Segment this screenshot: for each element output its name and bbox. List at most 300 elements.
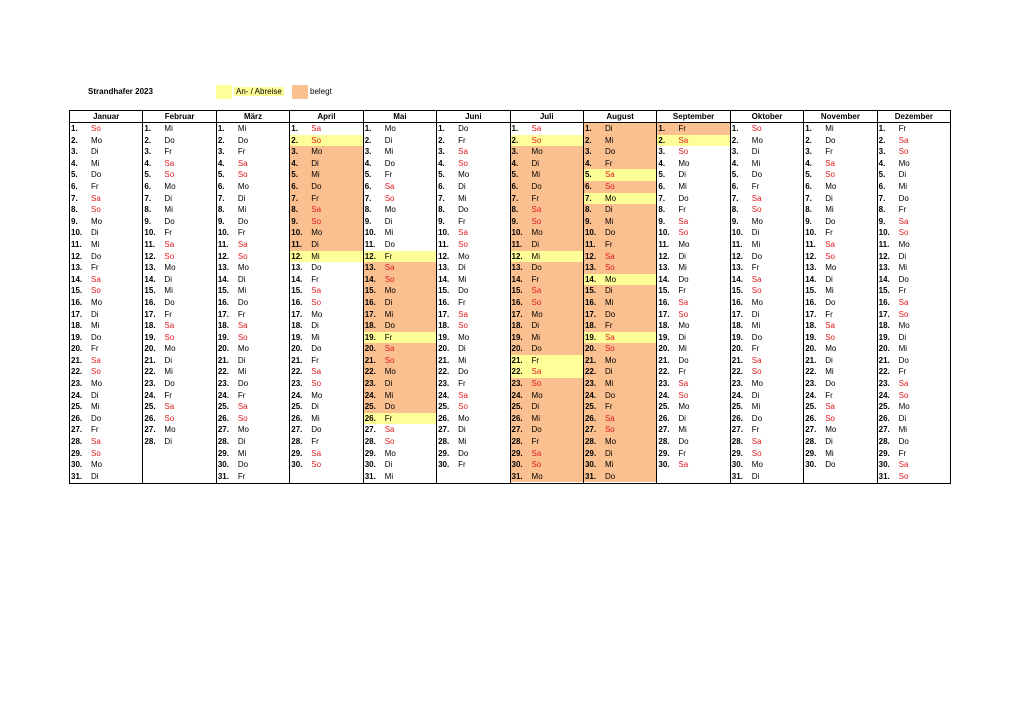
day-cell <box>70 135 142 147</box>
day-cell <box>804 320 876 332</box>
day-number: 24. <box>144 390 156 400</box>
day-cell <box>657 204 729 216</box>
weekday-label: Fr <box>458 216 466 226</box>
weekday-label: Do <box>678 355 689 365</box>
day-number: 3. <box>878 147 886 157</box>
day-cell <box>804 309 876 321</box>
day-cell <box>731 343 803 355</box>
weekday-label: Fr <box>825 228 833 238</box>
day-cell <box>437 378 509 390</box>
day-cell <box>290 181 362 193</box>
weekday-label: Sa <box>384 181 395 191</box>
day-cell <box>804 401 876 413</box>
weekday-label: Mo <box>458 413 470 423</box>
weekday-label: Di <box>458 425 466 435</box>
day-cell <box>584 436 656 448</box>
day-cell <box>511 297 583 309</box>
day-cell <box>217 320 289 332</box>
day-number: 6. <box>438 181 445 191</box>
weekday-label: So <box>91 124 101 133</box>
weekday-label: So <box>311 379 322 389</box>
day-cell <box>290 169 362 181</box>
day-number: 14. <box>217 274 229 284</box>
day-cell <box>143 251 215 263</box>
day-cell <box>731 135 803 147</box>
weekday-label: So <box>604 344 615 354</box>
weekday-label: Sa <box>751 437 762 447</box>
weekday-label: Fr <box>237 390 246 400</box>
day-number: 17. <box>511 309 523 319</box>
weekday-label: Di <box>898 251 907 261</box>
day-number: 14. <box>584 274 597 284</box>
weekday-label: Mi <box>91 239 100 249</box>
weekday-label: Sa <box>531 448 542 458</box>
day-number: 24. <box>584 390 597 400</box>
day-number: 10. <box>731 228 743 238</box>
day-cell <box>70 181 142 193</box>
month-column <box>290 111 363 483</box>
weekday-label: Do <box>237 297 249 307</box>
month-column <box>217 111 290 483</box>
weekday-label: Do <box>825 135 836 145</box>
day-number: 16. <box>71 297 83 307</box>
day-cell <box>70 309 142 321</box>
weekday-label: Mo <box>751 297 763 307</box>
day-cell <box>364 471 436 483</box>
day-cell <box>584 366 656 378</box>
day-cell <box>511 459 583 471</box>
day-number: 17. <box>658 309 670 319</box>
day-cell <box>217 169 289 181</box>
day-number: 17. <box>878 309 890 319</box>
day-number: 26. <box>291 413 303 423</box>
day-number: 27. <box>584 425 597 435</box>
weekday-label: So <box>458 239 468 249</box>
month-column <box>70 111 143 483</box>
weekday-label: Mo <box>164 181 176 191</box>
day-number: 30. <box>438 460 450 470</box>
day-number: 28. <box>217 437 229 447</box>
weekday-label: Mo <box>531 471 543 481</box>
day-number: 28. <box>291 437 303 447</box>
weekday-label: Mi <box>751 239 761 249</box>
weekday-label: Mo <box>164 425 176 435</box>
weekday-label: Fr <box>311 274 319 284</box>
day-number: 10. <box>291 228 303 238</box>
day-number: 31. <box>511 471 523 481</box>
day-number: 13. <box>511 263 523 273</box>
day-cell <box>143 181 215 193</box>
weekday-label: Sa <box>311 286 322 296</box>
day-number: 2. <box>364 135 372 145</box>
day-number: 9. <box>878 216 886 226</box>
day-number: 18. <box>364 321 376 331</box>
day-number: 25. <box>217 402 229 412</box>
day-cell <box>143 285 215 297</box>
day-number: 15. <box>291 286 303 296</box>
day-number: 4. <box>511 158 519 168</box>
day-number: 15. <box>584 286 597 296</box>
weekday-label: Do <box>91 251 102 261</box>
weekday-label: Di <box>237 274 246 284</box>
day-cell <box>437 193 509 205</box>
day-cell <box>804 135 876 147</box>
day-number: 29. <box>291 448 303 458</box>
day-cell <box>437 424 509 436</box>
day-cell <box>70 366 142 378</box>
day-cell <box>657 193 729 205</box>
day-number: 19. <box>144 332 156 342</box>
day-number: 7. <box>438 193 445 203</box>
day-number: 17. <box>805 309 817 319</box>
weekday-label: Mo <box>91 297 103 307</box>
day-number: 3. <box>71 147 78 157</box>
day-cell <box>878 390 950 402</box>
day-cell <box>731 459 803 471</box>
day-number: 13. <box>364 263 376 273</box>
weekday-label: Mi <box>311 170 320 180</box>
day-cell <box>437 285 509 297</box>
day-number: 17. <box>584 309 597 319</box>
weekday-label: So <box>751 205 762 215</box>
day-number: 28. <box>144 437 156 447</box>
day-cell <box>804 204 876 216</box>
day-number: 7. <box>364 193 372 203</box>
weekday-label: Di <box>604 448 613 458</box>
weekday-label: Mi <box>237 367 247 377</box>
day-number: 14. <box>291 274 303 284</box>
weekday-label: Do <box>164 379 175 389</box>
day-cell <box>217 355 289 367</box>
day-cell <box>437 216 509 228</box>
day-cell <box>70 320 142 332</box>
weekday-label: Do <box>898 193 909 203</box>
day-number: 23. <box>438 379 450 389</box>
weekday-label: Fr <box>458 135 466 145</box>
day-number: 24. <box>438 390 450 400</box>
weekday-label: Mi <box>751 402 761 412</box>
weekday-label: Mo <box>678 239 690 249</box>
day-cell <box>804 193 876 205</box>
day-number: 30. <box>878 460 890 470</box>
weekday-label: Do <box>91 413 102 423</box>
day-number: 3. <box>805 147 812 157</box>
day-number: 7. <box>658 193 666 203</box>
weekday-label: So <box>531 216 542 226</box>
day-cell <box>657 181 729 193</box>
day-number: 20. <box>731 344 743 354</box>
day-cell <box>511 343 583 355</box>
day-cell <box>290 343 362 355</box>
day-number: 8. <box>291 205 298 215</box>
weekday-label: Sa <box>91 193 101 203</box>
day-cell <box>878 378 950 390</box>
day-number: 12. <box>511 251 523 261</box>
day-cell <box>364 424 436 436</box>
weekday-label: Mi <box>531 170 540 180</box>
day-cell <box>584 193 656 205</box>
day-number: 30. <box>291 460 303 470</box>
day-number: 8. <box>71 205 78 215</box>
day-cell <box>511 436 583 448</box>
day-number: 29. <box>511 448 523 458</box>
weekday-label: Mo <box>311 390 323 400</box>
weekday-label: So <box>237 332 248 342</box>
day-number: 5. <box>731 170 739 180</box>
weekday-label: Mi <box>678 425 687 435</box>
day-cell <box>143 309 215 321</box>
day-number: 21. <box>805 355 817 365</box>
day-cell <box>657 343 729 355</box>
weekday-label: Di <box>164 355 172 365</box>
day-cell <box>878 204 950 216</box>
weekday-label: Di <box>237 355 246 365</box>
day-number: 6. <box>71 181 78 191</box>
day-cell <box>657 251 729 263</box>
year-calendar <box>69 110 951 484</box>
day-cell <box>731 366 803 378</box>
day-cell <box>731 181 803 193</box>
day-cell <box>657 320 729 332</box>
day-cell <box>143 123 215 135</box>
day-cell <box>878 285 950 297</box>
day-number: 9. <box>731 216 739 226</box>
day-cell <box>70 448 142 460</box>
weekday-label: Do <box>751 170 763 180</box>
day-cell <box>731 204 803 216</box>
weekday-label: Sa <box>531 205 542 215</box>
day-number: 2. <box>805 135 812 145</box>
weekday-label: So <box>898 147 909 157</box>
day-cell <box>437 251 509 263</box>
day-number: 12. <box>878 251 890 261</box>
day-number: 12. <box>364 251 376 261</box>
day-cell <box>511 251 583 263</box>
day-number: 27. <box>731 425 743 435</box>
day-number: 26. <box>878 413 890 423</box>
day-number: 26. <box>511 413 523 423</box>
day-cell <box>364 169 436 181</box>
day-cell <box>217 146 289 158</box>
weekday-label: Mo <box>604 437 617 447</box>
day-cell <box>437 471 509 483</box>
day-number: 1. <box>364 124 372 133</box>
day-cell <box>143 274 215 286</box>
weekday-label: Mi <box>751 158 761 168</box>
day-cell <box>290 448 362 460</box>
day-cell <box>217 274 289 286</box>
day-cell <box>657 285 729 297</box>
day-number: 10. <box>144 228 156 238</box>
weekday-label: Mo <box>384 448 396 458</box>
day-number: 2. <box>584 135 592 145</box>
day-number: 11. <box>71 239 82 249</box>
month-column <box>878 111 950 483</box>
day-number: 25. <box>878 402 890 412</box>
day-number: 12. <box>217 251 229 261</box>
day-cell <box>804 262 876 274</box>
day-number: 15. <box>805 286 817 296</box>
day-cell <box>217 459 289 471</box>
day-number: 29. <box>731 448 743 458</box>
day-number: 15. <box>71 286 83 296</box>
day-number: 5. <box>584 170 592 180</box>
weekday-label: Mo <box>458 332 470 342</box>
weekday-label: Do <box>237 379 249 389</box>
day-number: 29. <box>584 448 597 458</box>
day-cell <box>657 378 729 390</box>
day-cell <box>217 239 289 251</box>
day-number: 16. <box>511 297 523 307</box>
day-number: 14. <box>364 274 376 284</box>
day-number: 10. <box>878 228 890 238</box>
weekday-label: So <box>678 147 689 157</box>
day-number: 13. <box>878 263 890 273</box>
day-cell <box>878 239 950 251</box>
day-number: 11. <box>364 239 376 249</box>
day-number: 28. <box>511 437 523 447</box>
weekday-label: Mi <box>237 286 247 296</box>
day-cell <box>290 332 362 344</box>
day-cell <box>143 204 215 216</box>
weekday-label: Fr <box>311 193 319 203</box>
day-cell <box>804 227 876 239</box>
day-number: 22. <box>878 367 890 377</box>
day-cell <box>584 390 656 402</box>
day-number: 9. <box>805 216 812 226</box>
day-number: 27. <box>291 425 303 435</box>
weekday-label: Di <box>531 158 540 168</box>
day-number: 3. <box>584 147 592 157</box>
day-number: 22. <box>584 367 597 377</box>
day-number: 9. <box>438 216 445 226</box>
day-cell <box>364 309 436 321</box>
day-number: 8. <box>364 205 372 215</box>
day-cell <box>657 274 729 286</box>
day-number: 23. <box>71 379 83 389</box>
weekday-label: Fr <box>898 286 907 296</box>
month-column <box>731 111 804 483</box>
day-number: 19. <box>658 332 670 342</box>
day-cell <box>878 332 950 344</box>
day-cell <box>364 285 436 297</box>
day-number: 22. <box>658 367 670 377</box>
weekday-label: Sa <box>898 216 909 226</box>
day-number: 2. <box>511 135 519 145</box>
month-header: Juli <box>511 111 583 123</box>
day-cell <box>143 297 215 309</box>
weekday-label: Mo <box>384 124 396 133</box>
day-number: 24. <box>217 390 229 400</box>
day-cell <box>657 135 729 147</box>
weekday-label: So <box>311 297 322 307</box>
day-cell <box>217 401 289 413</box>
weekday-label: Di <box>751 309 760 319</box>
day-number: 19. <box>71 332 83 342</box>
day-cell <box>731 285 803 297</box>
weekday-label: Di <box>898 170 907 180</box>
day-number: 23. <box>291 379 303 389</box>
day-number: 3. <box>658 147 666 157</box>
day-cell <box>143 343 215 355</box>
day-number: 5. <box>878 170 886 180</box>
day-cell <box>217 181 289 193</box>
day-number: 20. <box>291 344 303 354</box>
day-cell <box>804 355 876 367</box>
day-number: 19. <box>364 332 376 342</box>
day-number: 24. <box>291 390 303 400</box>
weekday-label: Fr <box>237 471 246 481</box>
weekday-label: Do <box>311 181 322 191</box>
day-cell <box>70 459 142 471</box>
weekday-label: Mi <box>458 355 467 365</box>
day-number: 14. <box>438 274 450 284</box>
day-number: 13. <box>805 263 817 273</box>
day-number: 16. <box>291 297 303 307</box>
day-cell <box>511 239 583 251</box>
day-number: 25. <box>71 402 83 412</box>
day-number: 5. <box>658 170 666 180</box>
day-number: 25. <box>584 402 597 412</box>
weekday-label: Mi <box>825 367 834 377</box>
day-number: 23. <box>144 379 156 389</box>
day-number: 26. <box>438 413 450 423</box>
day-number: 9. <box>584 216 592 226</box>
month-column <box>657 111 730 483</box>
day-number: 25. <box>364 402 376 412</box>
day-number: 5. <box>71 170 78 180</box>
day-number: 15. <box>878 286 890 296</box>
day-cell <box>217 262 289 274</box>
day-number: 29. <box>438 448 450 458</box>
month-column <box>143 111 216 483</box>
day-cell <box>657 158 729 170</box>
day-cell <box>290 378 362 390</box>
day-number: 30. <box>71 460 83 470</box>
day-number: 1. <box>805 124 812 133</box>
weekday-label: Fr <box>91 181 99 191</box>
day-number: 7. <box>878 193 886 203</box>
weekday-label: Fr <box>384 332 393 342</box>
weekday-label: Sa <box>531 124 542 133</box>
weekday-label: Mo <box>237 181 249 191</box>
day-cell <box>217 390 289 402</box>
day-cell <box>217 251 289 263</box>
day-cell <box>143 135 215 147</box>
day-cell <box>511 471 583 483</box>
day-cell <box>878 424 950 436</box>
day-number: 7. <box>71 193 78 203</box>
weekday-label: Fr <box>678 286 686 296</box>
weekday-label: So <box>458 402 468 412</box>
day-cell <box>511 169 583 181</box>
weekday-label: So <box>825 251 836 261</box>
weekday-label: Do <box>164 216 175 226</box>
day-number: 4. <box>878 158 886 168</box>
day-cell <box>804 251 876 263</box>
day-number: 30. <box>805 460 817 470</box>
weekday-label: Do <box>751 332 763 342</box>
day-cell <box>878 320 950 332</box>
day-number: 7. <box>584 193 592 203</box>
day-cell <box>364 366 436 378</box>
day-number: 1. <box>71 124 78 133</box>
day-number: 20. <box>805 344 817 354</box>
day-number: 19. <box>217 332 229 342</box>
day-number: 27. <box>511 425 523 435</box>
weekday-label: Sa <box>531 286 542 296</box>
weekday-label: Mo <box>678 158 690 168</box>
